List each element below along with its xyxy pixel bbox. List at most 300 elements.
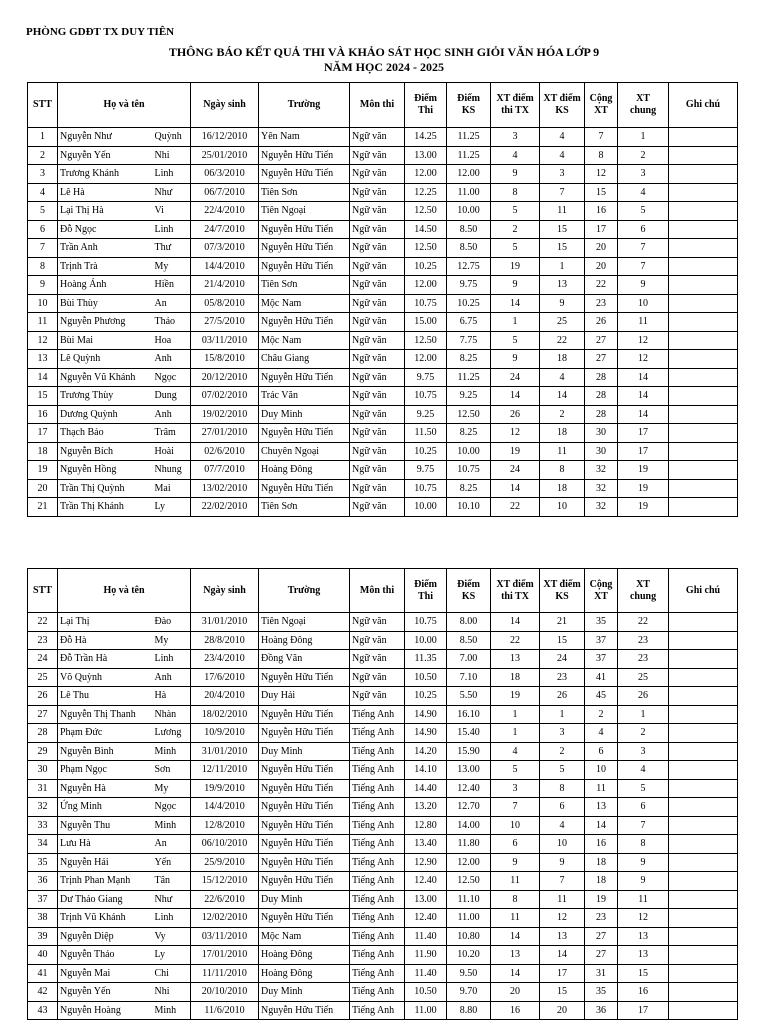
cell-stt: 17 bbox=[28, 424, 58, 443]
col-survey-score bbox=[447, 83, 491, 128]
cell-stt: 43 bbox=[28, 1001, 58, 1020]
cell-overall-rank: 12 bbox=[618, 350, 669, 369]
table-row bbox=[28, 461, 738, 480]
col-survey-score-l1: Điểm bbox=[457, 93, 480, 104]
table-row bbox=[28, 294, 738, 313]
cell-exam-score: 11.40 bbox=[405, 964, 447, 983]
cell-survey-score: 8.50 bbox=[447, 631, 491, 650]
cell-school: Nguyễn Hữu Tiến bbox=[259, 220, 350, 239]
cell-subject: Ngữ văn bbox=[350, 631, 405, 650]
col-exam-score bbox=[405, 569, 447, 613]
cell-survey-score: 12.75 bbox=[447, 257, 491, 276]
cell-subject: Tiếng Anh bbox=[350, 761, 405, 780]
cell-rank-sum: 28 bbox=[585, 405, 618, 424]
cell-name: Hoàng Ánh bbox=[58, 276, 153, 295]
cell-subject: Tiếng Anh bbox=[350, 742, 405, 761]
cell-rank-survey: 10 bbox=[540, 835, 585, 854]
cell-birth-date: 02/6/2010 bbox=[191, 442, 259, 461]
cell-name: Trịnh Vũ Khánh bbox=[58, 909, 153, 928]
cell-note bbox=[669, 387, 738, 406]
cell-subject: Ngữ văn bbox=[350, 202, 405, 221]
table-row bbox=[28, 165, 738, 184]
cell-subject: Tiếng Anh bbox=[350, 853, 405, 872]
cell-stt: 10 bbox=[28, 294, 58, 313]
cell-rank-survey: 2 bbox=[540, 405, 585, 424]
cell-rank-survey: 3 bbox=[540, 724, 585, 743]
cell-exam-score: 10.25 bbox=[405, 687, 447, 706]
table-header bbox=[28, 83, 738, 128]
cell-note bbox=[669, 276, 738, 295]
cell-stt: 1 bbox=[28, 128, 58, 147]
cell-given-name: Sơn bbox=[153, 761, 191, 780]
cell-name: Trương Khánh bbox=[58, 165, 153, 184]
cell-overall-rank: 7 bbox=[618, 239, 669, 258]
cell-rank-sum: 2 bbox=[585, 705, 618, 724]
cell-rank-sum: 10 bbox=[585, 761, 618, 780]
table-row bbox=[28, 964, 738, 983]
cell-birth-date: 15/8/2010 bbox=[191, 350, 259, 369]
cell-note bbox=[669, 331, 738, 350]
cell-rank-survey: 18 bbox=[540, 350, 585, 369]
cell-exam-score: 14.90 bbox=[405, 724, 447, 743]
table-row bbox=[28, 1001, 738, 1020]
cell-rank-exam: 14 bbox=[491, 387, 540, 406]
cell-rank-exam: 4 bbox=[491, 742, 540, 761]
cell-rank-sum: 41 bbox=[585, 668, 618, 687]
cell-rank-sum: 13 bbox=[585, 798, 618, 817]
cell-birth-date: 03/11/2010 bbox=[191, 331, 259, 350]
cell-subject: Tiếng Anh bbox=[350, 724, 405, 743]
cell-survey-score: 11.25 bbox=[447, 128, 491, 147]
cell-school: Yên Nam bbox=[259, 128, 350, 147]
cell-note bbox=[669, 613, 738, 632]
cell-exam-score: 13.20 bbox=[405, 798, 447, 817]
cell-survey-score: 13.00 bbox=[447, 761, 491, 780]
cell-note bbox=[669, 220, 738, 239]
col-rank-survey bbox=[540, 569, 585, 613]
cell-birth-date: 31/01/2010 bbox=[191, 742, 259, 761]
cell-exam-score: 14.50 bbox=[405, 220, 447, 239]
cell-rank-survey: 4 bbox=[540, 146, 585, 165]
cell-note bbox=[669, 631, 738, 650]
cell-survey-score: 11.00 bbox=[447, 909, 491, 928]
cell-note bbox=[669, 798, 738, 817]
cell-rank-sum: 23 bbox=[585, 294, 618, 313]
table-row bbox=[28, 909, 738, 928]
table-row bbox=[28, 350, 738, 369]
cell-rank-sum: 32 bbox=[585, 479, 618, 498]
cell-school: Nguyễn Hữu Tiến bbox=[259, 853, 350, 872]
cell-rank-survey: 18 bbox=[540, 424, 585, 443]
cell-rank-survey: 13 bbox=[540, 927, 585, 946]
cell-birth-date: 28/8/2010 bbox=[191, 631, 259, 650]
cell-stt: 32 bbox=[28, 798, 58, 817]
cell-overall-rank: 14 bbox=[618, 387, 669, 406]
cell-school: Duy Hải bbox=[259, 687, 350, 706]
col-full-name: Họ và tên bbox=[58, 569, 191, 613]
cell-rank-survey: 10 bbox=[540, 498, 585, 517]
cell-stt: 35 bbox=[28, 853, 58, 872]
cell-exam-score: 10.25 bbox=[405, 257, 447, 276]
table-row bbox=[28, 835, 738, 854]
cell-school: Nguyễn Hữu Tiến bbox=[259, 146, 350, 165]
cell-subject: Ngữ văn bbox=[350, 220, 405, 239]
cell-rank-exam: 22 bbox=[491, 498, 540, 517]
col-rank-exam-l1: XT điểm bbox=[496, 93, 534, 104]
cell-subject: Ngữ văn bbox=[350, 498, 405, 517]
cell-stt: 24 bbox=[28, 650, 58, 669]
table-row bbox=[28, 668, 738, 687]
cell-school: Nguyễn Hữu Tiến bbox=[259, 368, 350, 387]
cell-survey-score: 8.50 bbox=[447, 239, 491, 258]
cell-stt: 8 bbox=[28, 257, 58, 276]
cell-birth-date: 07/02/2010 bbox=[191, 387, 259, 406]
cell-school: Mộc Nam bbox=[259, 294, 350, 313]
cell-rank-survey: 26 bbox=[540, 687, 585, 706]
cell-rank-exam: 5 bbox=[491, 331, 540, 350]
cell-stt: 15 bbox=[28, 387, 58, 406]
cell-subject: Tiếng Anh bbox=[350, 946, 405, 965]
cell-rank-survey: 15 bbox=[540, 631, 585, 650]
cell-exam-score: 10.00 bbox=[405, 498, 447, 517]
cell-subject: Ngữ văn bbox=[350, 331, 405, 350]
cell-overall-rank: 17 bbox=[618, 1001, 669, 1020]
department-name: PHÒNG GDĐT TX DUY TIÊN bbox=[26, 26, 175, 38]
col-rank-exam-l2: thi TX bbox=[501, 590, 529, 602]
cell-overall-rank: 15 bbox=[618, 964, 669, 983]
cell-exam-score: 15.00 bbox=[405, 313, 447, 332]
cell-name: Nguyễn Hải bbox=[58, 853, 153, 872]
cell-exam-score: 12.00 bbox=[405, 276, 447, 295]
cell-birth-date: 05/8/2010 bbox=[191, 294, 259, 313]
cell-birth-date: 16/12/2010 bbox=[191, 128, 259, 147]
cell-birth-date: 06/7/2010 bbox=[191, 183, 259, 202]
cell-overall-rank: 17 bbox=[618, 424, 669, 443]
cell-exam-score: 10.50 bbox=[405, 668, 447, 687]
cell-rank-survey: 21 bbox=[540, 613, 585, 632]
cell-name: Lê Quỳnh bbox=[58, 350, 153, 369]
cell-rank-exam: 1 bbox=[491, 724, 540, 743]
results-table-1 bbox=[27, 82, 738, 517]
col-overall-rank-l1: XT bbox=[636, 578, 650, 590]
cell-note bbox=[669, 872, 738, 891]
cell-exam-score: 14.25 bbox=[405, 128, 447, 147]
cell-note bbox=[669, 946, 738, 965]
cell-overall-rank: 1 bbox=[618, 705, 669, 724]
cell-note bbox=[669, 724, 738, 743]
cell-given-name: Minh bbox=[153, 1001, 191, 1020]
cell-exam-score: 12.00 bbox=[405, 350, 447, 369]
cell-overall-rank: 25 bbox=[618, 668, 669, 687]
cell-birth-date: 27/5/2010 bbox=[191, 313, 259, 332]
cell-rank-sum: 8 bbox=[585, 146, 618, 165]
cell-rank-survey: 7 bbox=[540, 183, 585, 202]
cell-note bbox=[669, 165, 738, 184]
cell-rank-sum: 20 bbox=[585, 257, 618, 276]
cell-rank-exam: 6 bbox=[491, 835, 540, 854]
cell-subject: Ngữ văn bbox=[350, 239, 405, 258]
cell-stt: 12 bbox=[28, 331, 58, 350]
results-body-2 bbox=[28, 613, 738, 1020]
cell-birth-date: 27/01/2010 bbox=[191, 424, 259, 443]
cell-school: Nguyễn Hữu Tiến bbox=[259, 872, 350, 891]
cell-name: Nguyễn Bích bbox=[58, 442, 153, 461]
cell-given-name: Vy bbox=[153, 927, 191, 946]
cell-note bbox=[669, 705, 738, 724]
cell-rank-exam: 5 bbox=[491, 761, 540, 780]
cell-note bbox=[669, 983, 738, 1002]
cell-name: Lại Thị bbox=[58, 613, 153, 632]
cell-rank-sum: 23 bbox=[585, 909, 618, 928]
cell-exam-score: 11.40 bbox=[405, 927, 447, 946]
cell-rank-sum: 16 bbox=[585, 835, 618, 854]
cell-birth-date: 17/01/2010 bbox=[191, 946, 259, 965]
cell-name: Trịnh Trà bbox=[58, 257, 153, 276]
cell-stt: 22 bbox=[28, 613, 58, 632]
cell-rank-exam: 24 bbox=[491, 368, 540, 387]
cell-given-name: Nhung bbox=[153, 461, 191, 480]
cell-rank-exam: 13 bbox=[491, 650, 540, 669]
cell-rank-sum: 37 bbox=[585, 631, 618, 650]
school-year: NĂM HỌC 2024 - 2025 bbox=[324, 60, 444, 74]
cell-rank-exam: 22 bbox=[491, 631, 540, 650]
cell-exam-score: 11.35 bbox=[405, 650, 447, 669]
col-school: Trường bbox=[259, 569, 350, 613]
cell-subject: Tiếng Anh bbox=[350, 779, 405, 798]
col-rank-exam bbox=[491, 569, 540, 613]
cell-note bbox=[669, 779, 738, 798]
col-rank-sum-l2: XT bbox=[594, 590, 608, 602]
cell-rank-survey: 11 bbox=[540, 202, 585, 221]
cell-overall-rank: 13 bbox=[618, 946, 669, 965]
cell-note bbox=[669, 313, 738, 332]
table-row bbox=[28, 313, 738, 332]
cell-birth-date: 31/01/2010 bbox=[191, 613, 259, 632]
cell-subject: Tiếng Anh bbox=[350, 909, 405, 928]
cell-survey-score: 11.25 bbox=[447, 368, 491, 387]
cell-school: Nguyễn Hữu Tiến bbox=[259, 724, 350, 743]
cell-overall-rank: 4 bbox=[618, 183, 669, 202]
cell-name: Nguyễn Bình bbox=[58, 742, 153, 761]
cell-survey-score: 8.00 bbox=[447, 613, 491, 632]
cell-given-name: Vi bbox=[153, 202, 191, 221]
cell-survey-score: 8.25 bbox=[447, 424, 491, 443]
cell-overall-rank: 12 bbox=[618, 331, 669, 350]
cell-rank-exam: 8 bbox=[491, 890, 540, 909]
table-row bbox=[28, 498, 738, 517]
cell-name: Lê Hà bbox=[58, 183, 153, 202]
cell-name: Bùi Mai bbox=[58, 331, 153, 350]
cell-school: Duy Minh bbox=[259, 742, 350, 761]
cell-school: Tiên Sơn bbox=[259, 498, 350, 517]
cell-survey-score: 8.80 bbox=[447, 1001, 491, 1020]
cell-note bbox=[669, 687, 738, 706]
table-row bbox=[28, 405, 738, 424]
cell-subject: Ngữ văn bbox=[350, 442, 405, 461]
cell-rank-exam: 26 bbox=[491, 405, 540, 424]
cell-rank-survey: 12 bbox=[540, 909, 585, 928]
table-row bbox=[28, 613, 738, 632]
cell-note bbox=[669, 479, 738, 498]
cell-overall-rank: 2 bbox=[618, 146, 669, 165]
cell-exam-score: 14.10 bbox=[405, 761, 447, 780]
table-row bbox=[28, 202, 738, 221]
cell-given-name: Như bbox=[153, 183, 191, 202]
cell-overall-rank: 19 bbox=[618, 461, 669, 480]
cell-rank-exam: 14 bbox=[491, 294, 540, 313]
cell-subject: Tiếng Anh bbox=[350, 890, 405, 909]
cell-overall-rank: 17 bbox=[618, 442, 669, 461]
cell-subject: Tiếng Anh bbox=[350, 927, 405, 946]
cell-note bbox=[669, 146, 738, 165]
cell-subject: Ngữ văn bbox=[350, 668, 405, 687]
cell-note bbox=[669, 442, 738, 461]
cell-survey-score: 9.50 bbox=[447, 964, 491, 983]
cell-overall-rank: 9 bbox=[618, 853, 669, 872]
cell-name: Nguyễn Vũ Khánh bbox=[58, 368, 153, 387]
cell-school: Đồng Văn bbox=[259, 650, 350, 669]
cell-school: Hoàng Đông bbox=[259, 964, 350, 983]
cell-exam-score: 12.00 bbox=[405, 165, 447, 184]
cell-given-name: Hoa bbox=[153, 331, 191, 350]
cell-stt: 34 bbox=[28, 835, 58, 854]
cell-name: Nguyễn Diệp bbox=[58, 927, 153, 946]
cell-rank-survey: 14 bbox=[540, 387, 585, 406]
cell-school: Nguyễn Hữu Tiến bbox=[259, 165, 350, 184]
cell-survey-score: 14.00 bbox=[447, 816, 491, 835]
cell-birth-date: 22/6/2010 bbox=[191, 890, 259, 909]
cell-stt: 37 bbox=[28, 890, 58, 909]
cell-given-name: Như bbox=[153, 890, 191, 909]
cell-rank-sum: 28 bbox=[585, 387, 618, 406]
cell-birth-date: 19/9/2010 bbox=[191, 779, 259, 798]
cell-survey-score: 10.20 bbox=[447, 946, 491, 965]
cell-note bbox=[669, 350, 738, 369]
cell-stt: 18 bbox=[28, 442, 58, 461]
cell-name: Đỗ Trần Hà bbox=[58, 650, 153, 669]
cell-note bbox=[669, 202, 738, 221]
cell-survey-score: 12.50 bbox=[447, 405, 491, 424]
cell-rank-sum: 19 bbox=[585, 890, 618, 909]
cell-name: Nguyễn Thị Thanh bbox=[58, 705, 153, 724]
cell-subject: Tiếng Anh bbox=[350, 964, 405, 983]
cell-rank-survey: 6 bbox=[540, 798, 585, 817]
cell-birth-date: 12/02/2010 bbox=[191, 909, 259, 928]
cell-birth-date: 06/3/2010 bbox=[191, 165, 259, 184]
cell-exam-score: 9.25 bbox=[405, 405, 447, 424]
cell-rank-survey: 5 bbox=[540, 761, 585, 780]
cell-rank-sum: 14 bbox=[585, 816, 618, 835]
table-row bbox=[28, 798, 738, 817]
cell-overall-rank: 22 bbox=[618, 613, 669, 632]
cell-survey-score: 10.80 bbox=[447, 927, 491, 946]
cell-overall-rank: 13 bbox=[618, 927, 669, 946]
cell-birth-date: 11/6/2010 bbox=[191, 1001, 259, 1020]
cell-rank-exam: 1 bbox=[491, 705, 540, 724]
cell-birth-date: 20/4/2010 bbox=[191, 687, 259, 706]
cell-name: Đỗ Ngọc bbox=[58, 220, 153, 239]
cell-given-name: Thảo bbox=[153, 313, 191, 332]
cell-rank-survey: 2 bbox=[540, 742, 585, 761]
cell-name: Nguyễn Hà bbox=[58, 779, 153, 798]
cell-given-name: Nhi bbox=[153, 146, 191, 165]
cell-overall-rank: 26 bbox=[618, 687, 669, 706]
col-rank-survey-l2: KS bbox=[555, 105, 569, 116]
cell-stt: 31 bbox=[28, 779, 58, 798]
cell-rank-exam: 12 bbox=[491, 424, 540, 443]
cell-overall-rank: 6 bbox=[618, 798, 669, 817]
cell-rank-exam: 9 bbox=[491, 276, 540, 295]
cell-overall-rank: 14 bbox=[618, 405, 669, 424]
cell-birth-date: 22/4/2010 bbox=[191, 202, 259, 221]
cell-note bbox=[669, 257, 738, 276]
col-subject: Môn thi bbox=[350, 83, 405, 128]
cell-overall-rank: 11 bbox=[618, 890, 669, 909]
cell-survey-score: 11.00 bbox=[447, 183, 491, 202]
table-row bbox=[28, 331, 738, 350]
cell-given-name: Nhi bbox=[153, 983, 191, 1002]
cell-given-name: Nhàn bbox=[153, 705, 191, 724]
cell-survey-score: 10.75 bbox=[447, 461, 491, 480]
cell-name: Nguyễn Như bbox=[58, 128, 153, 147]
cell-name: Bùi Thùy bbox=[58, 294, 153, 313]
cell-rank-survey: 14 bbox=[540, 946, 585, 965]
cell-subject: Ngữ văn bbox=[350, 424, 405, 443]
col-rank-sum-l1: Cộng bbox=[589, 578, 613, 590]
cell-exam-score: 11.90 bbox=[405, 946, 447, 965]
cell-survey-score: 15.90 bbox=[447, 742, 491, 761]
cell-overall-rank: 10 bbox=[618, 294, 669, 313]
col-overall-rank bbox=[618, 83, 669, 128]
cell-birth-date: 25/9/2010 bbox=[191, 853, 259, 872]
col-rank-sum bbox=[585, 569, 618, 613]
cell-subject: Ngữ văn bbox=[350, 165, 405, 184]
cell-rank-sum: 27 bbox=[585, 927, 618, 946]
cell-rank-survey: 1 bbox=[540, 257, 585, 276]
cell-exam-score: 11.50 bbox=[405, 424, 447, 443]
cell-rank-survey: 3 bbox=[540, 165, 585, 184]
cell-rank-survey: 25 bbox=[540, 313, 585, 332]
cell-note bbox=[669, 816, 738, 835]
cell-given-name: Hoài bbox=[153, 442, 191, 461]
cell-stt: 7 bbox=[28, 239, 58, 258]
cell-stt: 11 bbox=[28, 313, 58, 332]
cell-rank-survey: 24 bbox=[540, 650, 585, 669]
col-overall-rank-l1: XT bbox=[636, 93, 650, 104]
cell-rank-sum: 18 bbox=[585, 872, 618, 891]
col-stt: STT bbox=[28, 83, 58, 128]
cell-rank-sum: 27 bbox=[585, 946, 618, 965]
cell-overall-rank: 5 bbox=[618, 202, 669, 221]
cell-note bbox=[669, 853, 738, 872]
cell-rank-exam: 20 bbox=[491, 983, 540, 1002]
cell-rank-exam: 9 bbox=[491, 165, 540, 184]
table-row bbox=[28, 479, 738, 498]
cell-birth-date: 12/11/2010 bbox=[191, 761, 259, 780]
cell-subject: Tiếng Anh bbox=[350, 705, 405, 724]
cell-birth-date: 25/01/2010 bbox=[191, 146, 259, 165]
cell-overall-rank: 4 bbox=[618, 761, 669, 780]
cell-rank-sum: 28 bbox=[585, 368, 618, 387]
cell-exam-score: 10.25 bbox=[405, 442, 447, 461]
table-row bbox=[28, 442, 738, 461]
cell-exam-score: 13.00 bbox=[405, 890, 447, 909]
cell-survey-score: 8.25 bbox=[447, 350, 491, 369]
cell-rank-exam: 4 bbox=[491, 146, 540, 165]
cell-survey-score: 9.25 bbox=[447, 387, 491, 406]
cell-school: Chuyên Ngoại bbox=[259, 442, 350, 461]
cell-survey-score: 11.80 bbox=[447, 835, 491, 854]
